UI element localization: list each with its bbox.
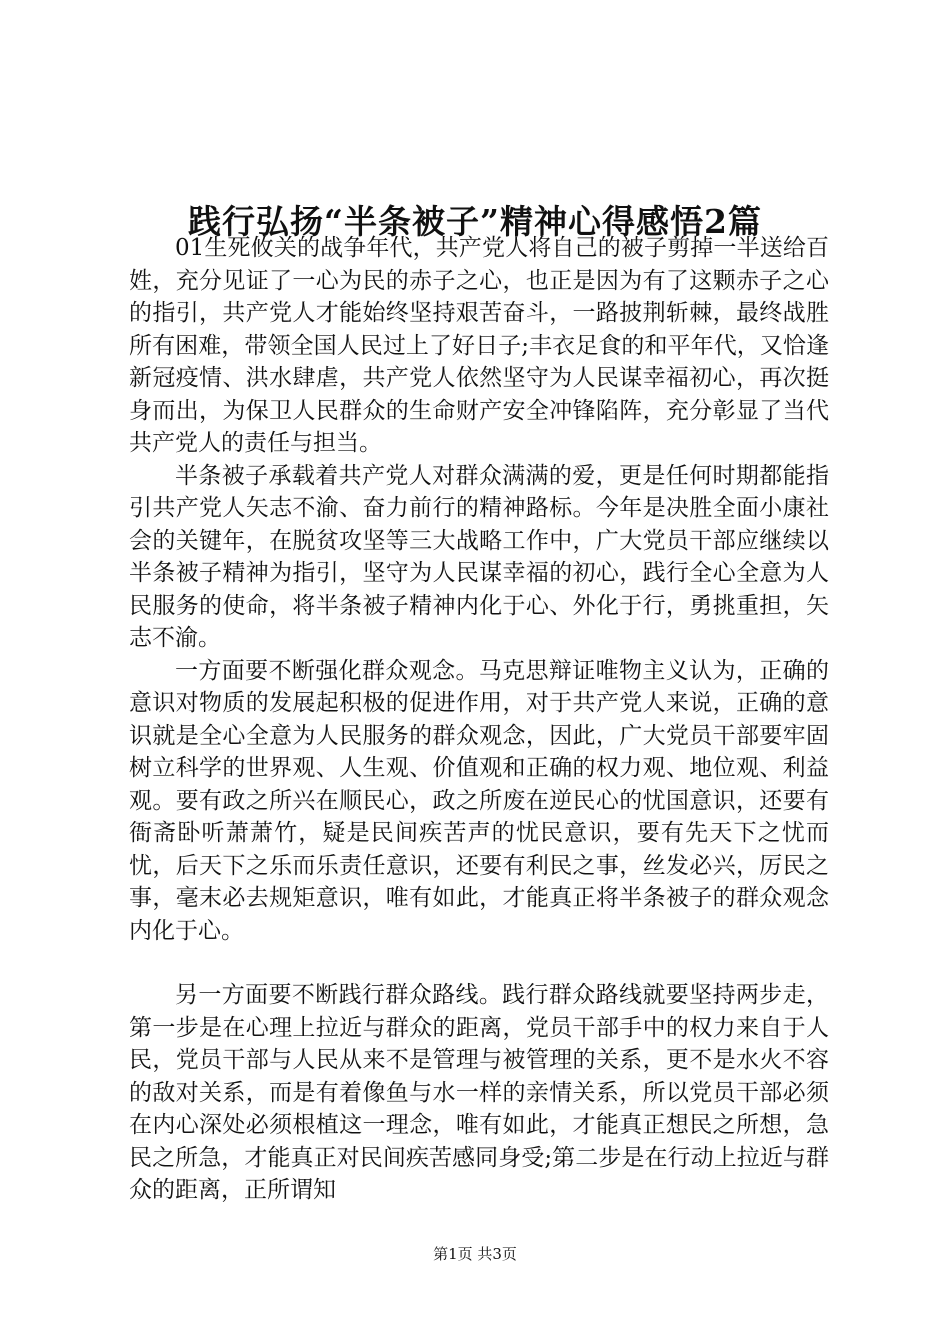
paragraph-3: 一方面要不断强化群众观念。马克思辩证唯物主义认为，正确的意识对物质的发展起积极的促进作用，对于共产党人来说，正确的意识就是全心全意为人民服务的群众观念，因此，广大党员干部要牢固树立科学的世界观、人生观、价值观和正确的权力观、地位观、利益观。要有政之所兴在顺民心，政之所废在逆民心的忧国意识，还要有衙斋卧听萧萧竹，疑是民间疾苦声的忧民意识，要有先天下之忧而忧，后天下之乐而乐责任意识，还要有利民之事，丝发必兴，厉民之事，毫末必去规矩意识，唯有如此，才能真正将半条被子的群众观念内化于心。 [129, 657, 829, 944]
paragraph-1: 01生死攸关的战争年代，共产党人将自己的被子剪掉一半送给百姓，充分见证了一心为民的赤子之心，也正是因为有了这颗赤子之心的指引，共产党人才能始终坚持艰苦奋斗，一路披荆斩棘，最终战胜所有困难，带领全国人民过上了好日子;丰衣足食的和平年代，又恰逢新冠疫情、洪水肆虐，共产党人依然坚守为人民谋幸福初心，再次挺身而出，为保卫人民群众的生命财产安全冲锋陷阵，充分彰显了当代共产党人的责任与担当。 [129, 235, 829, 456]
document-body [129, 232, 829, 1207]
paragraph-4: 另一方面要不断践行群众路线。践行群众路线就要坚持两步走，第一步是在心理上拉近与群众的距离，党员干部手中的权力来自于人民，党员干部与人民从来不是管理与被管理的关系，更不是水火不容的敌对关系，而是有着像鱼与水一样的亲情关系，所以党员干部必须在内心深处必须根植这一理念，唯有如此，才能真正想民之所想，急民之所急，才能真正对民间疾苦感同身受;第二步是在行动上拉近与群众的距离，正所谓知 [129, 982, 829, 1203]
page-footer: 第1页 共3页 [433, 1245, 517, 1263]
page-title: 践行弘扬“半条被子”精神心得感悟2篇 [188, 202, 762, 242]
paragraph-2: 半条被子承载着共产党人对群众满满的爱，更是任何时期都能指引共产党人矢志不渝、奋力前行的精神路标。今年是决胜全面小康社会的关键年，在脱贫攻坚等三大战略工作中，广大党员干部应继续以半条被子精神为指引，坚守为人民谋幸福的初心，践行全心全意为人民服务的使命，将半条被子精神内化于心、外化于行，勇挑重担，矢志不渝。 [129, 462, 829, 651]
